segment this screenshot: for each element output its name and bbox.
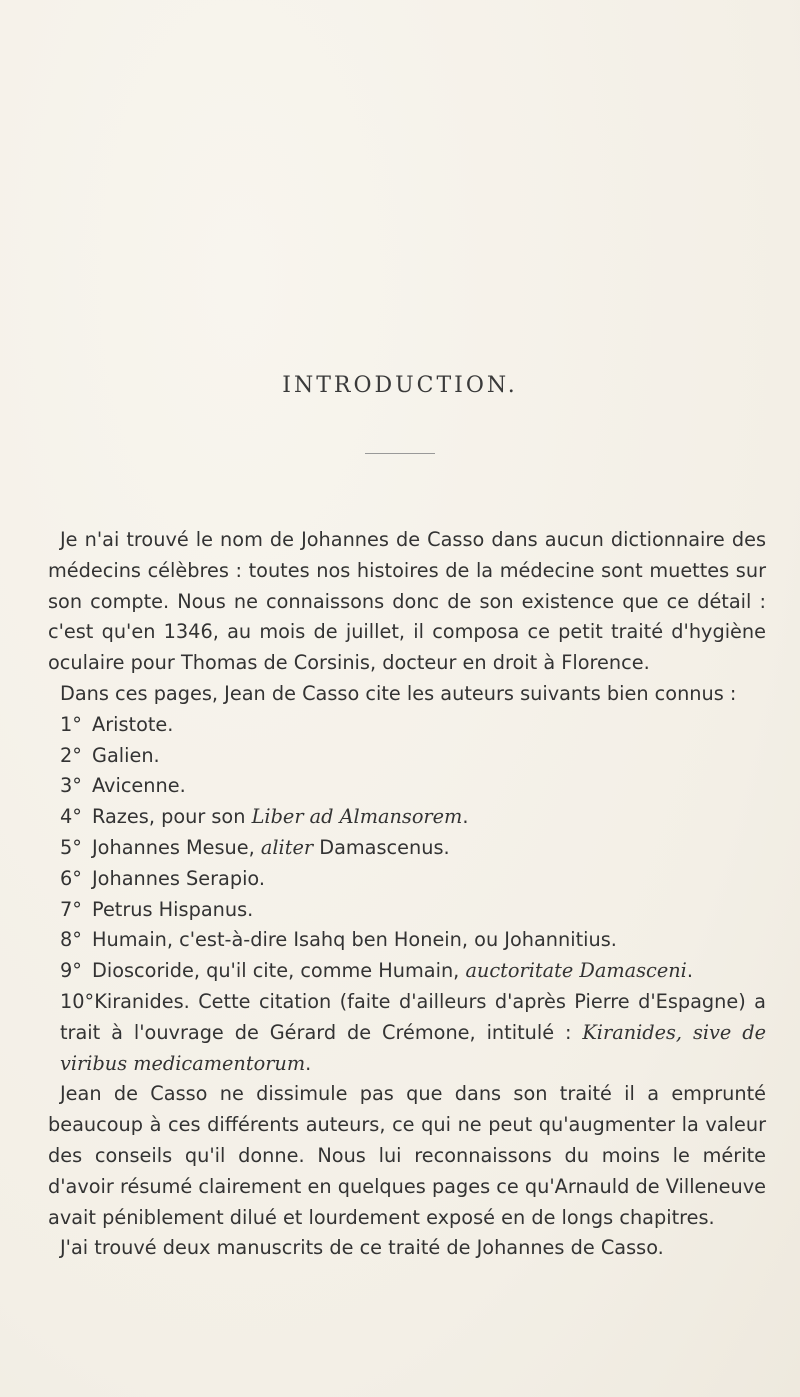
paragraph-authors-intro: Dans ces pages, Jean de Casso cite les auteurs suivants bien connus : xyxy=(60,681,737,705)
body-text xyxy=(48,525,766,1264)
list-item: 2° Galien. xyxy=(60,743,160,767)
paragraph-manuscripts: J'ai trouvé deux manuscrits de ce traité de Johannes de Casso. xyxy=(60,1236,664,1260)
list-item: 9° Dioscoride, qu'il cite, comme Humain, auctoritate Damasceni. xyxy=(60,959,693,983)
title-rule xyxy=(365,453,435,454)
list-item: 3° Avicenne. xyxy=(60,774,186,798)
list-item: 10°Kiranides. Cette citation (faite d'ailleurs d'après Pierre d'Espagne) a trait à l'ouvrage de Gérard de Crémone, intitulé : Kiranides, sive de viribus medicamentorum. xyxy=(60,989,767,1075)
paragraph-borrowing: Jean de Casso ne dissimule pas que dans son traité il a emprunté beaucoup à ces différents auteurs, ce qui ne peut qu'augmenter la valeur des conseils qu'il donne. Nous lui reconnaissons du moins le mérite d'avoir résumé clairement en quelques pages ce qu'Arnauld de Villeneuve avait péniblement dilué et lourdement exposé en de longs chapitres. xyxy=(48,1082,766,1229)
list-item: 6° Johannes Serapio. xyxy=(60,866,266,890)
list-item: 4° Razes, pour son Liber ad Almansorem. xyxy=(60,805,469,829)
list-item: 5° Johannes Mesue, aliter Damascenus. xyxy=(60,835,450,859)
list-item: 7° Petrus Hispanus. xyxy=(60,897,254,921)
author-list xyxy=(48,710,766,1080)
page-title: INTRODUCTION. xyxy=(282,373,518,398)
list-item: 8° Humain, c'est-à-dire Isahq ben Honein, ou Johannitius. xyxy=(60,928,617,952)
paragraph-intro: Je n'ai trouvé le nom de Johannes de Casso dans aucun dictionnaire des médecins célèbres : toutes nos histoires de la médecine sont muettes sur son compte. Nous ne connaissons donc de son existence que ce détail : c'est qu'en 1346, au mois de juillet, il composa ce petit traité d'hygiène oculaire pour Thomas de Corsinis, docteur en droit à Florence. xyxy=(48,528,766,675)
list-item: 1° Aristote. xyxy=(60,712,174,736)
